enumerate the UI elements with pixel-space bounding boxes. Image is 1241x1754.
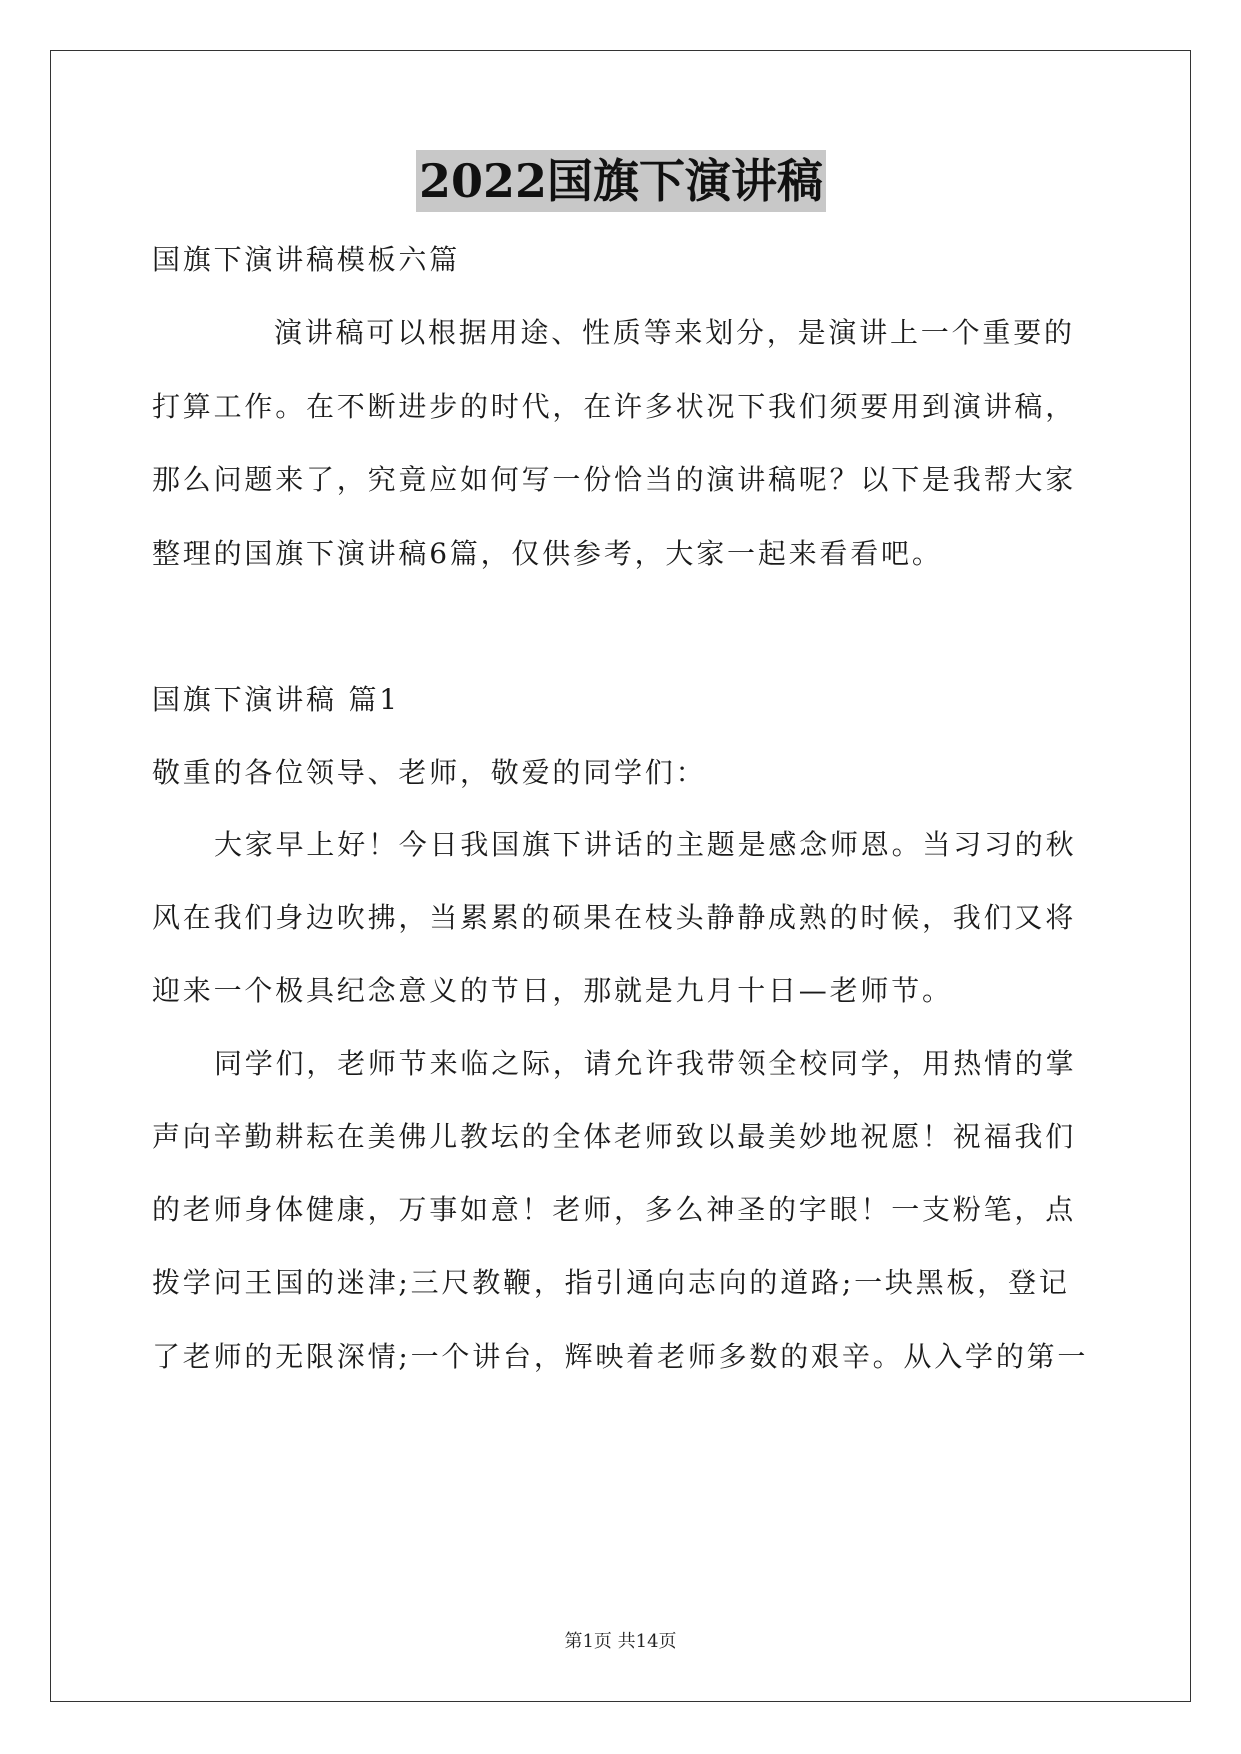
paragraph2-line-4: 拨学问王国的迷津;三尺教鞭，指引通向志向的道路;一块黑板，登记: [152, 1266, 1070, 1299]
paragraph2-line-5: 了老师的无限深情;一个讲台，辉映着老师多数的艰辛。从入学的第一: [152, 1340, 1089, 1373]
paragraph2-line-3: 的老师身体健康，万事如意！老师，多么神圣的字眼！一支粉笔，点: [152, 1193, 1077, 1226]
paragraph1-line-2: 风在我们身边吹拂，当累累的硕果在枝头静静成熟的时候，我们又将: [152, 901, 1077, 934]
document-title: 2022国旗下演讲稿: [416, 150, 826, 212]
page-footer: 第1页 共14页: [564, 1631, 677, 1652]
subtitle: 国旗下演讲稿模板六篇: [152, 243, 461, 276]
intro-line-2: 打算工作。在不断进步的时代，在许多状况下我们须要用到演讲稿，: [152, 390, 1077, 423]
intro-line-3: 那么问题来了，究竟应如何写一份恰当的演讲稿呢？以下是我帮大家: [152, 463, 1077, 496]
paragraph2-line-2: 声向辛勤耕耘在美佛儿教坛的全体老师致以最美妙地祝愿！祝福我们: [152, 1120, 1077, 1153]
paragraph1-line-1: 大家早上好！今日我国旗下讲话的主题是感念师恩。当习习的秋: [214, 828, 1077, 861]
title-wrap: [152, 150, 1090, 212]
paragraph1-line-3: 迎来一个极具纪念意义的节日，那就是九月十日—老师节。: [152, 974, 953, 1007]
intro-line-1: 演讲稿可以根据用途、性质等来划分，是演讲上一个重要的: [274, 316, 1075, 349]
salutation: 敬重的各位领导、老师，敬爱的同学们：: [152, 756, 707, 789]
intro-line-4: 整理的国旗下演讲稿6篇，仅供参考，大家一起来看看吧。: [152, 537, 943, 570]
section-heading: 国旗下演讲稿 篇1: [152, 683, 400, 716]
paragraph2-line-1: 同学们，老师节来临之际，请允许我带领全校同学，用热情的掌: [214, 1047, 1077, 1080]
page-border: [50, 50, 1191, 1702]
